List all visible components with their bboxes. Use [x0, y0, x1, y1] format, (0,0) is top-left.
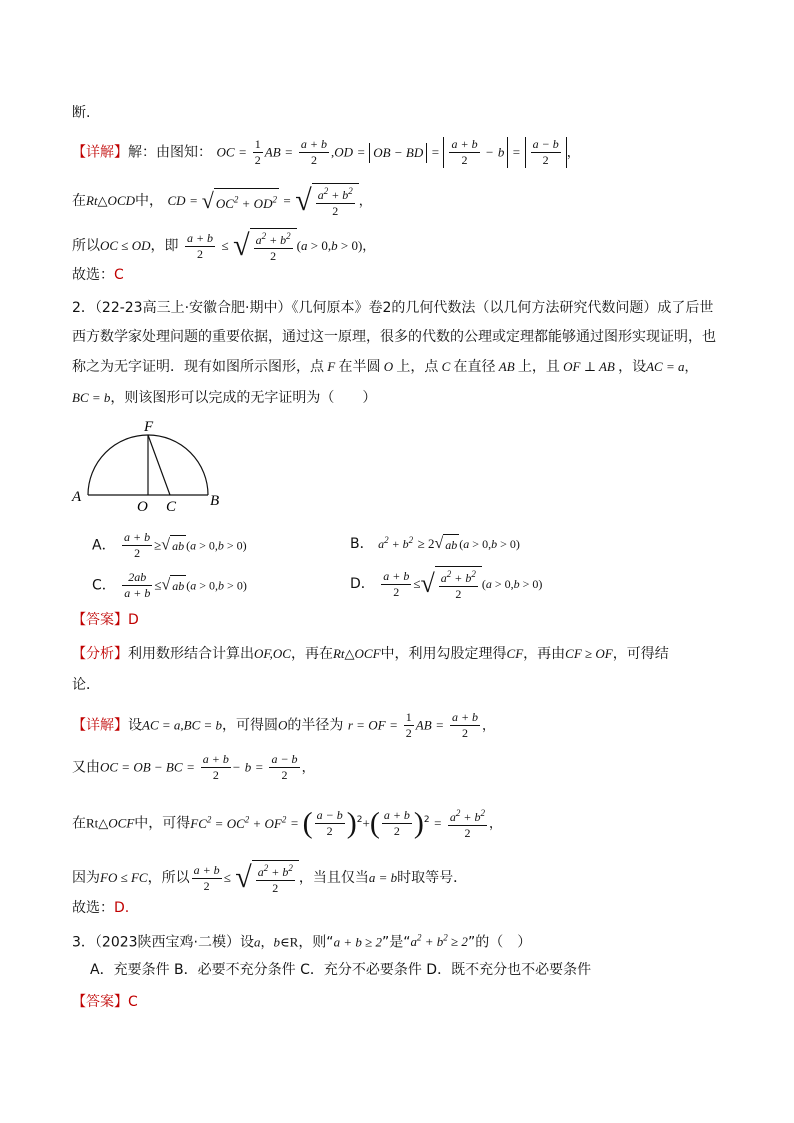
q2-l4-suffix: ，则该图形可以完成的无字证明为（ ）: [110, 390, 377, 406]
q2-final: D.: [114, 900, 130, 916]
q2-d-a: 设: [128, 717, 142, 734]
q2-l3b: 在半圆: [338, 359, 381, 375]
q1-detail-label: 【详解】: [72, 144, 128, 161]
q2-d2-a: 又由: [72, 759, 100, 776]
q3-options[interactable]: A．充要条件 B．必要不充分条件 C．充分不必要条件 D．既不充分也不必要条件: [90, 962, 592, 978]
q3-stem: 3．（2023陕西宝鸡·二模）设a，b∈R，则“a + b ≥ 2”是“$a^2 + b^2 \ge 2$”的（ ）: [72, 933, 532, 951]
q2-stem-line2: 西方数学家处理问题的重要依据，通过这一原理，很多的代数的公理或定理都能够通过图形实现证明，也: [72, 329, 716, 345]
q2-detail-line4: 因为FO ≤ FC，所以 $\frac{a + b}{2}$ ≤ √ $\frac{a^2 + b^2}{2}$ ，当且仅当a = b时取等号．: [72, 861, 468, 895]
q2-stem-line1: 2．（22-23高三上·安徽合肥·期中）《几何原本》卷2的几何代数法（以几何方法研究代数问题）成了后世: [72, 300, 714, 316]
q2-an-e: ，可得结: [612, 646, 669, 662]
q2-d4-d: 时取等号．: [397, 870, 468, 886]
q2-analysis-label: 【分析】: [72, 646, 128, 662]
q2-d4-a: 因为: [72, 870, 100, 886]
q2-l3e: 上，且: [517, 359, 560, 375]
q2-l3d: 在直径: [453, 359, 496, 375]
q2-detail-line3: 在Rt△OCF中，可得$FC^2 = OC^2 + OF^2$ = ( $\frac{a - b}{2}$ )$^2$+( $\frac{a + b}{2}$ )$^2$ = $\frac{a^2 + b^2}{2}$ ，: [72, 806, 503, 840]
q2-an-b: ，再在: [290, 646, 333, 662]
q1-conclusion-line: 所以OC ≤ OD，即 $\frac{a + b}{2}$ ≤ √ $\frac{a^2 + b^2}{2}$ (a > 0,b > 0)，: [72, 229, 376, 263]
q1-detail-line: 【详解】解：由图知： OC = $\frac{1}{2}$ AB = $\frac{a + b}{2}$ ,OD = OB − BD = $\frac{a + b}{2}$ − b = $\frac{a - b}{2}$ ，: [72, 137, 580, 167]
q1-answer-line: [72, 265, 124, 285]
q2-final-prefix: 故选：: [72, 900, 114, 916]
q1-answer: C: [114, 267, 124, 283]
q2-l3a: 称之为无字证明．现有如图所示图形，点: [72, 359, 324, 375]
q1-answer-prefix: 故选：: [72, 267, 114, 283]
q2-option-d[interactable]: D． $\frac{a + b}{2}$ ≤√ $\frac{a^2 + b^2}{2}$ (a > 0,b > 0): [350, 566, 542, 602]
q1-cd-line: 在Rt△OCD中， CD = √ $OC^2 + OD^2$ = √ $\frac{a^2 + b^2}{2}$ ，: [72, 184, 372, 218]
q2-detail-line1: 【详解】设AC = a,BC = b，可得圆O的半径为 r = OF = $\frac{1}{2}$ AB = $\frac{a + b}{2}$ ，: [72, 710, 496, 740]
q2-analysis-line2: 论．: [72, 677, 100, 693]
q2-l3f: ，设: [618, 359, 647, 375]
q3-l1d: ”的（ ）: [467, 934, 532, 951]
label-o: O: [137, 499, 148, 515]
q2-l3c: 上，点: [396, 359, 439, 375]
q1-line3-mid: ，即: [150, 238, 179, 254]
label-a: A: [72, 489, 82, 505]
q2-answer: D: [128, 612, 139, 628]
segment-fc: [148, 435, 170, 495]
q2-d3-b: 中，可得: [134, 815, 191, 832]
label-c: C: [166, 499, 177, 515]
q1-line2-mid: 中，: [135, 193, 163, 209]
q2-answer-label: 【答案】: [72, 612, 128, 628]
q2-final-line: [72, 898, 129, 918]
q2-stem-line4: BC = b，则该图形可以完成的无字证明为（ ）: [72, 390, 377, 406]
q2-d4-b: ，所以: [147, 870, 190, 886]
q3-l1c: ”是“: [382, 934, 411, 951]
q2-d4-c: ，当且仅当: [298, 870, 369, 886]
intro-fragment: 断.: [72, 105, 91, 121]
q2-an-a: 利用数形结合计算出: [128, 646, 254, 662]
q2-d3-a: 在: [72, 815, 86, 832]
q2-an-d: ，再由: [523, 646, 566, 662]
label-b: B: [210, 493, 220, 509]
q2-an-c: 中，利用勾股定理得: [380, 646, 507, 662]
semicircle-figure: [70, 415, 230, 515]
q1-detail-text: 解：由图知：: [128, 144, 212, 161]
q3-answer-line: [72, 992, 138, 1012]
q2-detail-label: 【详解】: [72, 717, 128, 734]
q2-d-c: 的半径为: [287, 717, 344, 734]
q2-option-a-label: A．: [92, 537, 116, 554]
q1-line3-prefix: 所以: [72, 238, 100, 254]
q2-option-a[interactable]: A． $\frac{a + b}{2}$ ≥√ ab (a > 0,b > 0): [92, 530, 247, 560]
q3-l1a: 3．（2023陕西宝鸡·二模）设: [72, 934, 254, 951]
q3-l1b: ，则“: [298, 934, 334, 951]
q2-option-b[interactable]: B． $a^2 + b^2 \ge 2√$ ab (a > 0,b > 0): [350, 530, 520, 555]
q3-answer: C: [128, 994, 138, 1010]
q2-detail-line2: 又由OC = OB − BC = $\frac{a + b}{2}$ − b = $\frac{a - b}{2}$ ，: [72, 752, 315, 782]
q2-analysis-line: 【分析】利用数形结合计算出OF,OC，再在Rt△OCF中，利用勾股定理得CF，再由CF ≥ OF，可得结: [72, 646, 669, 662]
q2-option-c[interactable]: C． $\frac{2ab}{a + b}$ ≤√ ab (a > 0,b > 0): [92, 570, 247, 600]
q3-answer-label: 【答案】: [72, 994, 128, 1010]
label-f: F: [144, 419, 154, 435]
q2-stem-line3: 称之为无字证明．现有如图所示图形，点 F 在半圆 O 上，点 C 在直径 AB 上，且 OF ⊥ AB ，设AC = a，: [72, 359, 698, 375]
q2-d-b: ，可得圆: [222, 717, 279, 734]
q1-line2-prefix: 在: [72, 193, 86, 209]
q2-option-d-label: D．: [350, 576, 375, 592]
q2-option-b-label: B．: [350, 536, 374, 552]
q2-answer-line: [72, 610, 139, 630]
q2-option-c-label: C．: [92, 577, 116, 594]
